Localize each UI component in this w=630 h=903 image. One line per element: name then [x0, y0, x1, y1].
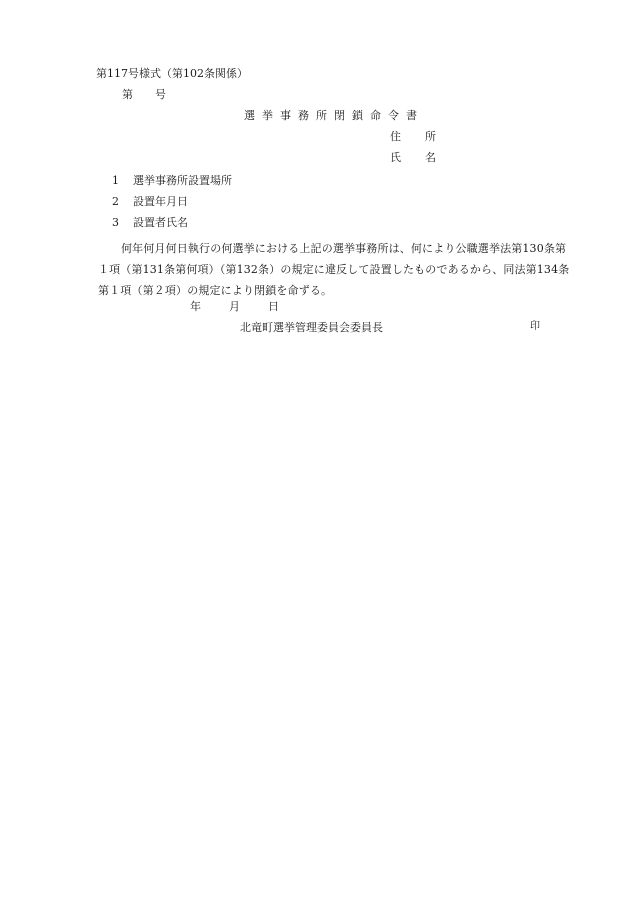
item-number: 2 — [112, 195, 119, 208]
item-3 — [112, 217, 188, 228]
number-prefix: 第 — [122, 88, 133, 101]
number-suffix: 号 — [155, 88, 166, 101]
item-label: 選挙事務所設置場所 — [133, 174, 232, 187]
signer-title: 北竜町選挙管理委員会委員長 — [240, 321, 383, 334]
issue-date: 年 月 日 — [190, 300, 279, 313]
name-label: 氏 名 — [390, 151, 436, 164]
order-body: 何年何月何日執行の何選挙における上記の選挙事務所は、何により公職選挙法第130条第１項（第131条第何項）（第132条）の規定に違反して設置したものであるから、同法第134条第１項（第２項）の規定により閉鎖を命ずる。 — [98, 242, 570, 297]
item-1 — [112, 175, 232, 186]
item-number: 1 — [112, 174, 119, 187]
document-title: 選挙事務所閉鎖命令書 — [244, 109, 424, 122]
address-label: 住 所 — [390, 130, 436, 143]
item-number: 3 — [112, 216, 119, 229]
item-label: 設置年月日 — [133, 195, 188, 208]
form-heading: 第117号様式（第102条関係） — [96, 67, 248, 80]
item-label: 設置者氏名 — [133, 216, 188, 229]
seal-mark: 印 — [530, 321, 540, 332]
document-number — [122, 89, 166, 100]
item-2 — [112, 196, 188, 207]
